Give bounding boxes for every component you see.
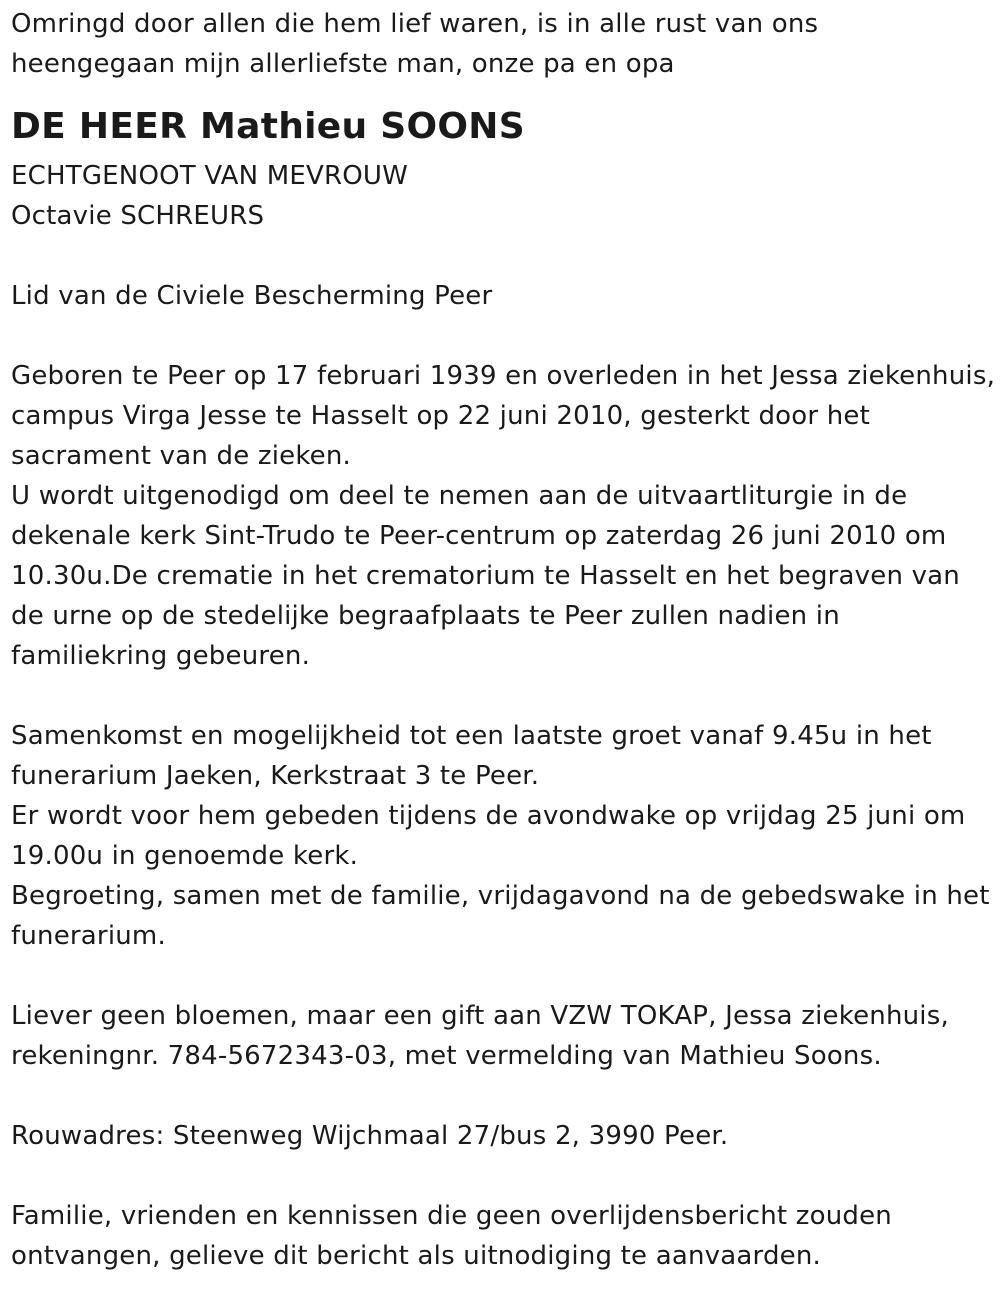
mourning-address: Rouwadres: Steenweg Wijchmaal 27/bus 2, 3990 Peer. [11, 1121, 729, 1151]
biography-line: Geboren te Peer op 17 februari 1939 en overleden in het Jessa ziekenhuis, [11, 361, 996, 391]
visitation-line: funerarium. [11, 921, 166, 951]
visitation-line: Begroeting, samen met de familie, vrijdagavond na de gebedswake in het [11, 881, 990, 911]
spacer [11, 316, 996, 356]
visitation-line: funerarium Jaeken, Kerkstraat 3 te Peer. [11, 761, 540, 791]
biography-line: dekenale kerk Sint-Trudo te Peer-centrum op zaterdag 26 juni 2010 om [11, 521, 947, 551]
biography-paragraph [11, 356, 996, 676]
visitation-line: Samenkomst en mogelijkheid tot een laatste groet vanaf 9.45u in het [11, 721, 932, 751]
spacer [11, 956, 996, 996]
donation-line: rekeningnr. 784-5672343-03, met vermelding van Mathieu Soons. [11, 1041, 882, 1071]
membership-line: Lid van de Civiele Bescherming Peer [11, 281, 493, 311]
donation-line: Liever geen bloemen, maar een gift aan VZW TOKAP, Jessa ziekenhuis, [11, 1001, 949, 1031]
visitation-line: 19.00u in genoemde kerk. [11, 841, 359, 871]
biography-line: sacrament van de zieken. [11, 441, 352, 471]
spacer [11, 1076, 996, 1116]
closing-line: ontvangen, gelieve dit bericht als uitnodiging te aanvaarden. [11, 1241, 821, 1271]
spouse-block [11, 156, 996, 236]
visitation-paragraph [11, 716, 996, 956]
spacer [11, 676, 996, 716]
biography-line: de urne op de stedelijke begraafplaats te Peer zullen nadien in [11, 601, 840, 631]
spacer [11, 1156, 996, 1196]
closing-paragraph [11, 1196, 996, 1276]
intro-paragraph [11, 4, 996, 84]
closing-line: Familie, vrienden en kennissen die geen overlijdensbericht zouden [11, 1201, 892, 1231]
deceased-name: DE HEER Mathieu SOONS [11, 106, 525, 147]
biography-line: U wordt uitgenodigd om deel te nemen aan de uitvaartliturgie in de [11, 481, 908, 511]
donation-paragraph [11, 996, 996, 1076]
biography-line: campus Virga Jesse te Hasselt op 22 juni 2010, gesterkt door het [11, 401, 871, 431]
spouse-title: ECHTGENOOT VAN MEVROUW [11, 161, 409, 191]
obituary-notice [11, 4, 996, 1276]
intro-line: Omringd door allen die hem lief waren, is in alle rust van ons [11, 9, 819, 39]
biography-line: familiekring gebeuren. [11, 641, 311, 671]
biography-line: 10.30u.De crematie in het crematorium te Hasselt en het begraven van [11, 561, 960, 591]
intro-line: heengegaan mijn allerliefste man, onze pa en opa [11, 49, 675, 79]
spouse-name: Octavie SCHREURS [11, 201, 265, 231]
visitation-line: Er wordt voor hem gebeden tijdens de avondwake op vrijdag 25 juni om [11, 801, 966, 831]
spacer [11, 236, 996, 276]
